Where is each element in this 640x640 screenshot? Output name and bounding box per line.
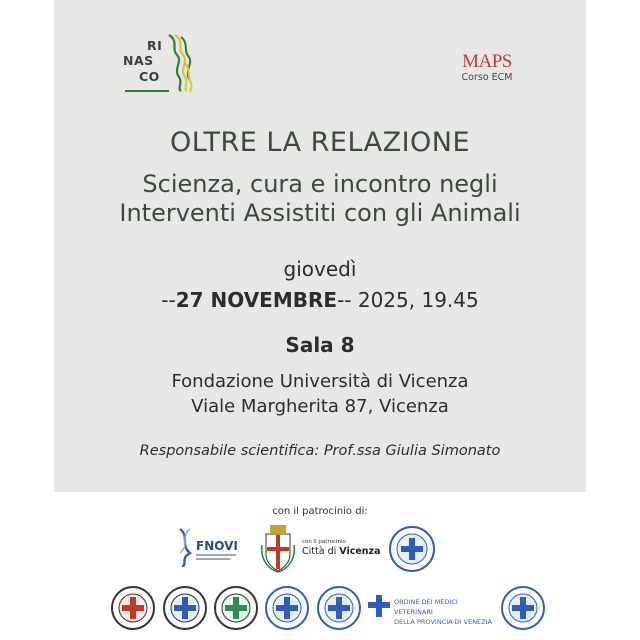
event-date-main: 27 NOVEMBRE <box>175 288 338 312</box>
rinasco-logo-line2: NAS <box>123 53 154 68</box>
venue-line1: Fondazione Università di Vicenza <box>171 371 469 392</box>
venue-line2: Viale Margherita 87, Vicenza <box>191 396 449 417</box>
rinasco-wave-icon <box>167 33 195 93</box>
rinasco-underline <box>125 90 169 92</box>
event-title: OLTRE LA RELAZIONE <box>169 127 471 158</box>
event-date-suffix: -- 2025, 19.45 <box>337 288 479 312</box>
ordine-venezia-line2: DELLA PROVINCIA DI VENEZIA <box>394 618 492 626</box>
maps-logo <box>452 52 522 92</box>
ordine-venezia-line1: ORDINE DEI MEDICI VETERINARI <box>394 598 458 616</box>
ordine-seal-blue-3-icon <box>316 585 362 631</box>
ordine-seal-green-icon <box>213 585 259 631</box>
scientific-responsible: Responsabile scientifica: Prof.ssa Giulia Simonato <box>139 443 501 459</box>
event-weekday: giovedì <box>283 257 357 281</box>
ordine-venezia-text <box>394 597 494 627</box>
ordine-seal-padova-icon <box>500 585 546 631</box>
event-subtitle-line2: Interventi Assistiti con gli Animali <box>119 199 521 227</box>
rinasco-logo <box>123 33 203 95</box>
fnovi-helix-icon <box>176 527 194 567</box>
event-date-prefix: -- <box>161 288 176 312</box>
vicenza-crest-icon <box>260 525 296 573</box>
rinasco-logo-line1: RI <box>147 38 163 53</box>
maps-logo-subtitle: Corso ECM <box>461 72 513 83</box>
ordine-seal-red-icon <box>110 585 156 631</box>
rinasco-logo-line3: CO <box>139 69 160 84</box>
vicenza-small-text: con il patrocinio <box>302 539 346 545</box>
vicenza-city <box>302 546 381 557</box>
event-date <box>54 288 586 312</box>
fnovi-subtext-2 <box>196 558 230 560</box>
ordine-seal-blue-2-icon <box>264 585 310 631</box>
ordine-seal-icon <box>388 525 436 573</box>
event-room: Sala 8 <box>285 333 355 357</box>
vicenza-city-name: Vicenza <box>339 546 381 557</box>
vicenza-logo <box>260 525 385 575</box>
vicenza-city-prefix: Città di <box>302 546 340 557</box>
patronage-label: con il patrocinio di: <box>272 506 368 517</box>
fnovi-logo <box>176 527 238 569</box>
fnovi-logo-name: FNOVI <box>196 539 238 553</box>
event-subtitle-line1: Scienza, cura e incontro negli <box>142 170 498 198</box>
venezia-cross-icon <box>368 594 390 618</box>
ordine-seal-blue-icon <box>162 585 208 631</box>
fnovi-subtext <box>196 554 236 556</box>
maps-logo-name: MAPS <box>462 51 512 72</box>
